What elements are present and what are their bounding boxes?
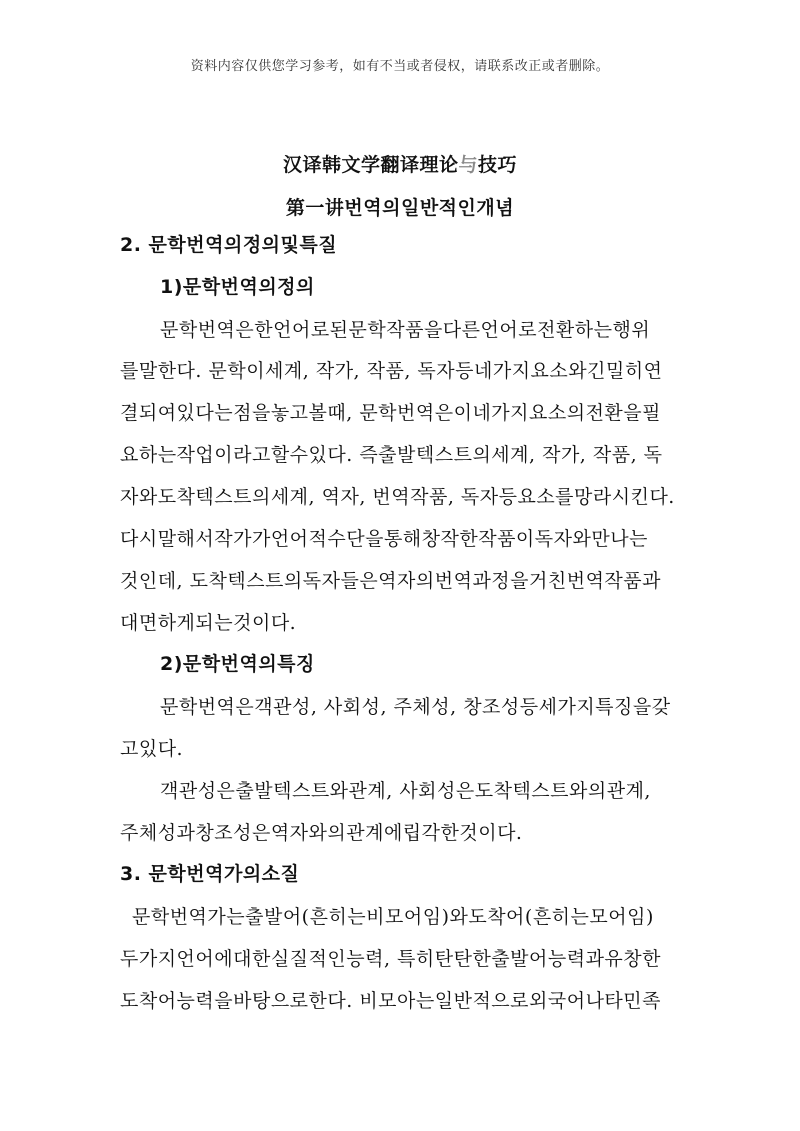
- paragraph-line: 주체성과창조성은역자와의관계에립각한것이다.: [120, 822, 523, 844]
- subsection-heading-definition: 1)문학번역의정의: [160, 276, 315, 298]
- paragraph-line: 도착어능력을바탕으로한다. 비모아는일반적으로외국어나타민족: [120, 990, 661, 1012]
- subsection-heading-features: 2)문학번역의특징: [160, 653, 315, 675]
- paragraph-line: 다시말해서작가가언어적수단을통해창작한작품이독자와만나는: [120, 528, 648, 550]
- paragraph-line: 문학번역은객관성, 사회성, 주체성, 창조성등세가지특징을갖: [160, 696, 671, 718]
- paragraph-line: 를말한다. 문학이세계, 작가, 작품, 독자등네가지요소와긴밀히연: [120, 360, 663, 382]
- paragraph-line: 두가지언어에대한실질적인능력, 특히탄탄한출발어능력과유창한: [120, 948, 661, 970]
- paragraph-line: 대면하게되는것이다.: [120, 612, 297, 634]
- title-part1: 汉译韩文学翻译理论: [282, 154, 459, 176]
- paragraph-line: 결되여있다는점을놓고볼때, 문학번역은이네가지요소의전환을필: [120, 402, 661, 424]
- paragraph-line: 고있다.: [120, 738, 184, 760]
- section-heading-3: 3. 문학번역가의소질: [120, 863, 300, 885]
- paragraph-line: 자와도착텍스트의세계, 역자, 번역작품, 독자등요소를망라시킨다.: [120, 486, 675, 508]
- title-part2: 技巧: [478, 154, 518, 176]
- header-note: 资料内容仅供您学习参考，如有不当或者侵权，请联系改正或者删除。: [190, 59, 610, 74]
- lecture-subtitle: 第一讲번역의일반적인개념: [285, 197, 515, 219]
- paragraph-line: 문학번역가는출발어(흔히는비모어임)와도착어(흔히는모어임): [132, 906, 654, 928]
- paragraph-line: 객관성은출발텍스트와관계, 사회성은도착텍스트와의관계,: [160, 780, 651, 802]
- paragraph-line: 것인데, 도착텍스트의독자들은역자의번역과정을거친번역작품과: [120, 570, 661, 592]
- document-title: [0, 150, 800, 177]
- paragraph-line: 요하는작업이라고할수있다. 즉출발텍스트의세계, 작가, 작품, 독: [120, 444, 663, 466]
- title-accent: 与: [458, 154, 478, 176]
- section-heading-2: 2. 문학번역의정의및특질: [120, 234, 338, 256]
- paragraph-line: 문학번역은한언어로된문학작품을다른언어로전환하는행위: [160, 319, 651, 341]
